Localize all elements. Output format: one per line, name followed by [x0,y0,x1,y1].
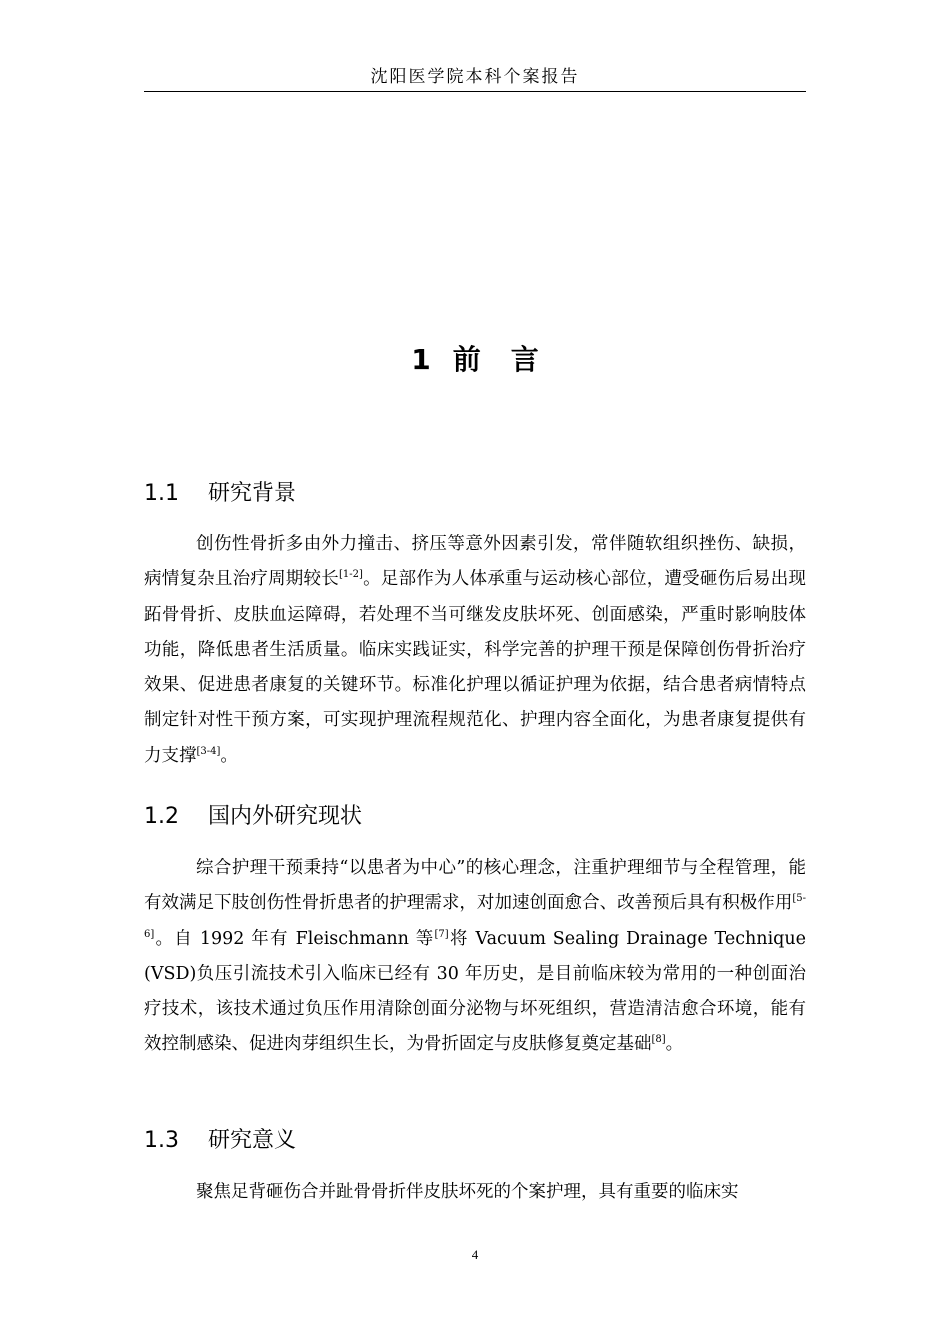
section-title: 国内外研究现状 [208,804,363,829]
section-number: 1.1 [144,481,179,506]
paragraph-text: 创伤性骨折多由外力撞击、挤压等意外因素引发，常伴随软组织挫伤、缺损，病情复杂且治疗周期较长 [144,534,806,590]
paragraph-text: 将 Vacuum Sealing Drainage Technique (VSD)负压引流技术引入临床已经有 30 年历史，是目前临床较为常用的一种创面治疗技术，该技术通过负压作用清除创面分泌物与坏死组织，营造清洁愈合环境，能有效控制感染、促进肉芽组织生长，为骨折固定与皮肤修复奠定基础 [144,928,806,1055]
body-paragraph [144,1175,806,1210]
paragraph-text: 。自 1992 年有 Fleischmann 等 [154,928,435,949]
citation: [5-6] [144,893,806,940]
citation: [3-4] [196,745,221,757]
section-title: 研究背景 [208,481,297,506]
body-paragraph [144,527,806,774]
chapter-title [0,340,950,380]
paragraph-text: 。足部作为人体承重与运动核心部位，遭受砸伤后易出现跖骨骨折、皮肤血运障碍，若处理不当可继发皮肤坏死、创面感染，严重时影响肢体功能，降低患者生活质量。临床实践证实，科学完善的护理干预是保障创伤骨折治疗效果、促进患者康复的关键环节。标准化护理以循证护理为依据，结合患者病情特点制定针对性干预方案，可实现护理流程规范化、护理内容全面化，为患者康复提供有力支撑 [144,569,807,766]
section-heading [144,802,806,832]
section-heading [144,479,806,509]
citation: [7] [434,928,449,940]
paragraph-text: 。 [665,1034,684,1055]
chapter-number: 1 [411,343,431,376]
section-heading [144,1126,806,1156]
section-number: 1.3 [144,1128,179,1153]
header-rule [144,91,806,92]
citation: [8] [651,1034,666,1046]
running-header: 沈阳医学院本科个案报告 [370,67,580,87]
page-number: 4 [471,1247,479,1262]
paragraph-text: 。 [220,745,238,766]
paragraph-text: 聚焦足背砸伤合并趾骨骨折伴皮肤坏死的个案护理，具有重要的临床实 [196,1182,739,1202]
body-paragraph [144,851,806,1063]
section-title: 研究意义 [208,1128,297,1153]
paragraph-text: 综合护理干预秉持“以患者为中心”的核心理念，注重护理细节与全程管理，能有效满足下肢创伤性骨折患者的护理需求，对加速创面愈合、改善预后具有积极作用 [144,858,806,914]
citation: [1-2] [338,569,363,581]
section-number: 1.2 [144,804,179,829]
chapter-title-text: 前言 [452,343,569,376]
